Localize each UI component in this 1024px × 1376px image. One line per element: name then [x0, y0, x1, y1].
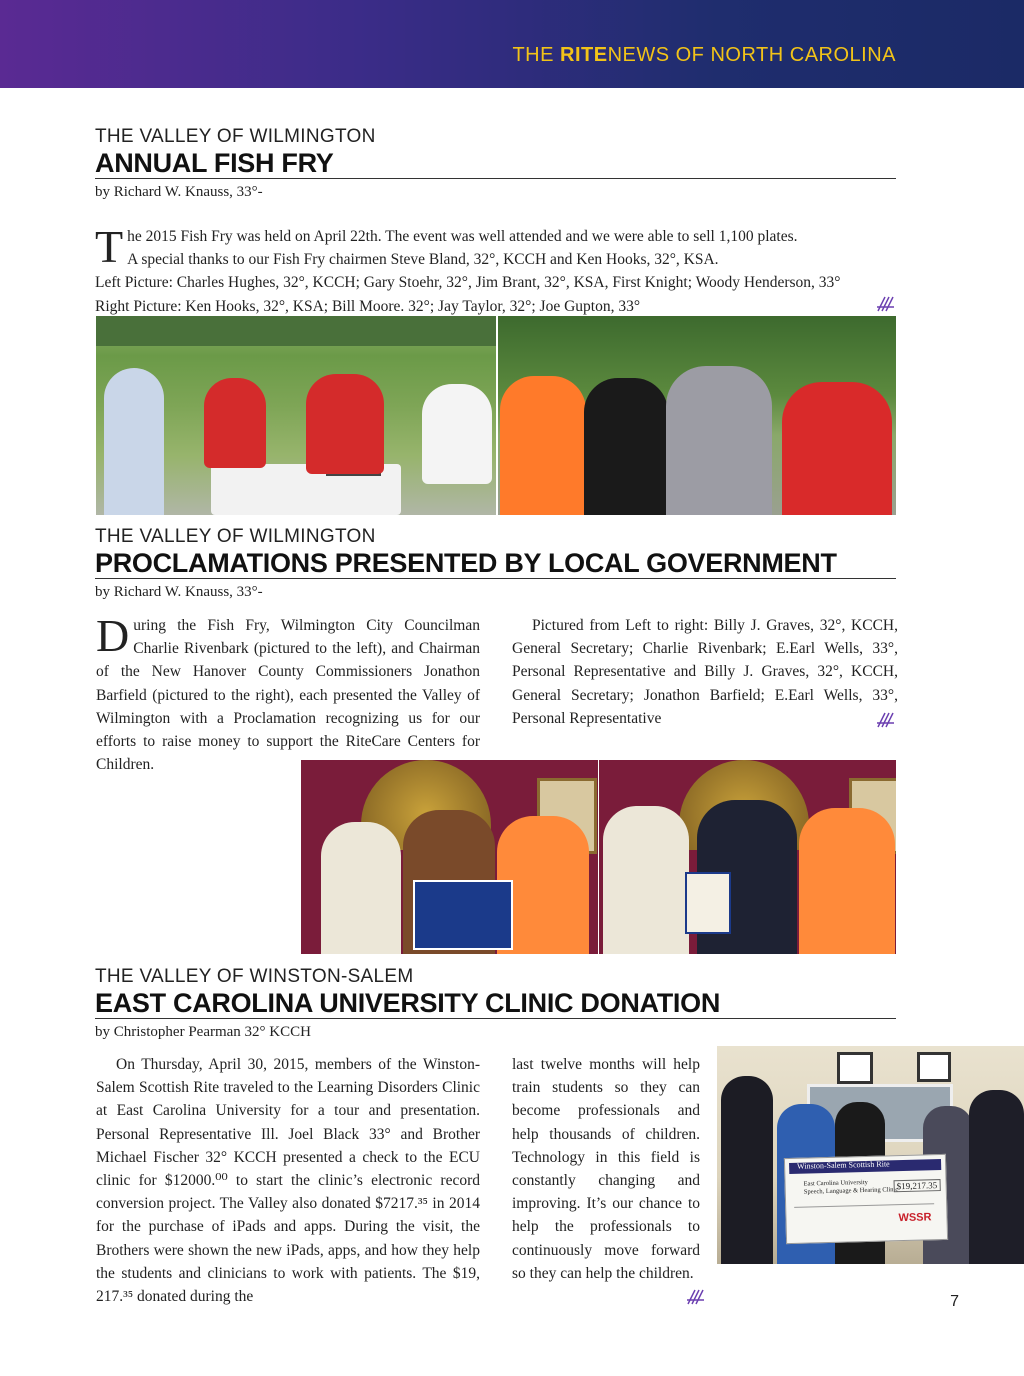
page-number: 7	[950, 1293, 959, 1310]
end-mark-icon	[876, 295, 896, 313]
article3-col2: last twelve months will help train students so they can become professionals and help thousands of children. Technology in this field is constantly changing and improving. It’s our chance to help the professionals to continuously move forward so they can help the children.	[512, 1056, 700, 1282]
masthead	[512, 44, 896, 67]
masthead-post: NEWS OF NORTH CAROLINA	[607, 44, 896, 66]
article3-byline: by Christopher Pearman 32° KCCH	[95, 1024, 311, 1040]
article2-kicker: THE VALLEY OF WILMINGTON	[95, 526, 376, 547]
end-mark-icon	[686, 1288, 706, 1306]
article2-headline: PROCLAMATIONS PRESENTED BY LOCAL GOVERNMENT	[95, 548, 896, 579]
article2-col1-text: uring the Fish Fry, Wilmington City Councilman Charlie Rivenbark (pictured to the left), and Chairman of the New Hanover County Commissioners Jonathon Barfield (pictured to the right), each presented the Valley of Wilmington with a Proclamation recognizing us for our efforts to raise money to support the RiteCare Centers for Children.	[96, 617, 480, 774]
article3-col1: On Thursday, April 30, 2015, members of the Winston-Salem Scottish Rite traveled to the Learning Disorders Clinic at East Carolina University for a tour and presentation. Personal Representative Ill. Joel Black 33° and Brother Michael Fischer 32° KCCH presented a check to the ECU clinic for $12000.⁰⁰ to start the clinic’s electronic record conversion project. The Valley also donated $7217.³⁵ in 2014 for the purchase of iPads and apps. During the visit, the Brothers were shown the new iPads, apps, and how they help the students and clinicians to work with patients. The $19, 217.³⁵ donated during the	[96, 1056, 480, 1306]
end-mark-icon	[876, 711, 896, 729]
article1-headline: ANNUAL FISH FRY	[95, 148, 896, 179]
photo-fish-fry-left	[96, 316, 496, 515]
photo-proclamation-right	[599, 760, 896, 954]
check	[784, 1154, 948, 1244]
check-logo: WSSR	[898, 1211, 932, 1225]
article3-headline: EAST CAROLINA UNIVERSITY CLINIC DONATION	[95, 988, 896, 1019]
article2-col2: Pictured from Left to right: Billy J. Graves, 32°, KCCH, General Secretary; Charlie Rivenbark; E.Earl Wells, 33°, Personal Representative and Billy J. Graves, 32°, KCCH, General Secretary; Jonathon Barfield; E.Earl Wells, 33°, Personal Representative	[512, 617, 898, 727]
check-payee-line2: Speech, Language & Hearing Clinic	[803, 1186, 899, 1196]
article1-dropcap: T	[95, 221, 124, 272]
check-payer: Winston-Salem Scottish Rite	[797, 1159, 890, 1171]
masthead-pre: THE	[512, 44, 560, 66]
article1-byline: by Richard W. Knauss, 33°-	[95, 184, 263, 200]
article2-col1	[96, 610, 480, 776]
article1-line1: he 2015 Fish Fry was held on April 22th. The event was well attended and we were able to sell 1,100 plates.	[127, 228, 798, 245]
article-fish-fry	[95, 126, 896, 318]
photo-proclamation-left	[301, 760, 598, 954]
check-amount: $19,217.35	[894, 1179, 941, 1192]
article1-line4: Right Picture: Ken Hooks, 32°, KSA; Bill Moore. 32°; Jay Taylor, 32°; Joe Gupton, 33°	[95, 297, 641, 315]
article1-line2: A special thanks to our Fish Fry chairmen Steve Bland, 32°, KCCH and Ken Hooks, 32°, KSA.	[127, 251, 719, 269]
article1-kicker: THE VALLEY OF WILMINGTON	[95, 126, 376, 147]
article1-body	[95, 221, 896, 318]
masthead-bold: RITE	[560, 44, 608, 66]
check-payee-line1: East Carolina University	[803, 1178, 868, 1188]
article2-byline: by Richard W. Knauss, 33°-	[95, 584, 263, 600]
article1-line3: Left Picture: Charles Hughes, 32°, KCCH; Gary Stoehr, 32°, Jim Brant, 32°, KSA, First Knight; Woody Henderson, 33°	[95, 274, 841, 292]
article-proclamations	[95, 526, 896, 603]
article3-kicker: THE VALLEY OF WINSTON-SALEM	[95, 966, 414, 987]
article-ecu-donation	[95, 966, 896, 1043]
article2-dropcap: D	[96, 610, 130, 661]
photo-fish-fry-right	[498, 316, 896, 515]
check-payee	[803, 1178, 898, 1196]
photo-check-presentation	[717, 1046, 1024, 1264]
